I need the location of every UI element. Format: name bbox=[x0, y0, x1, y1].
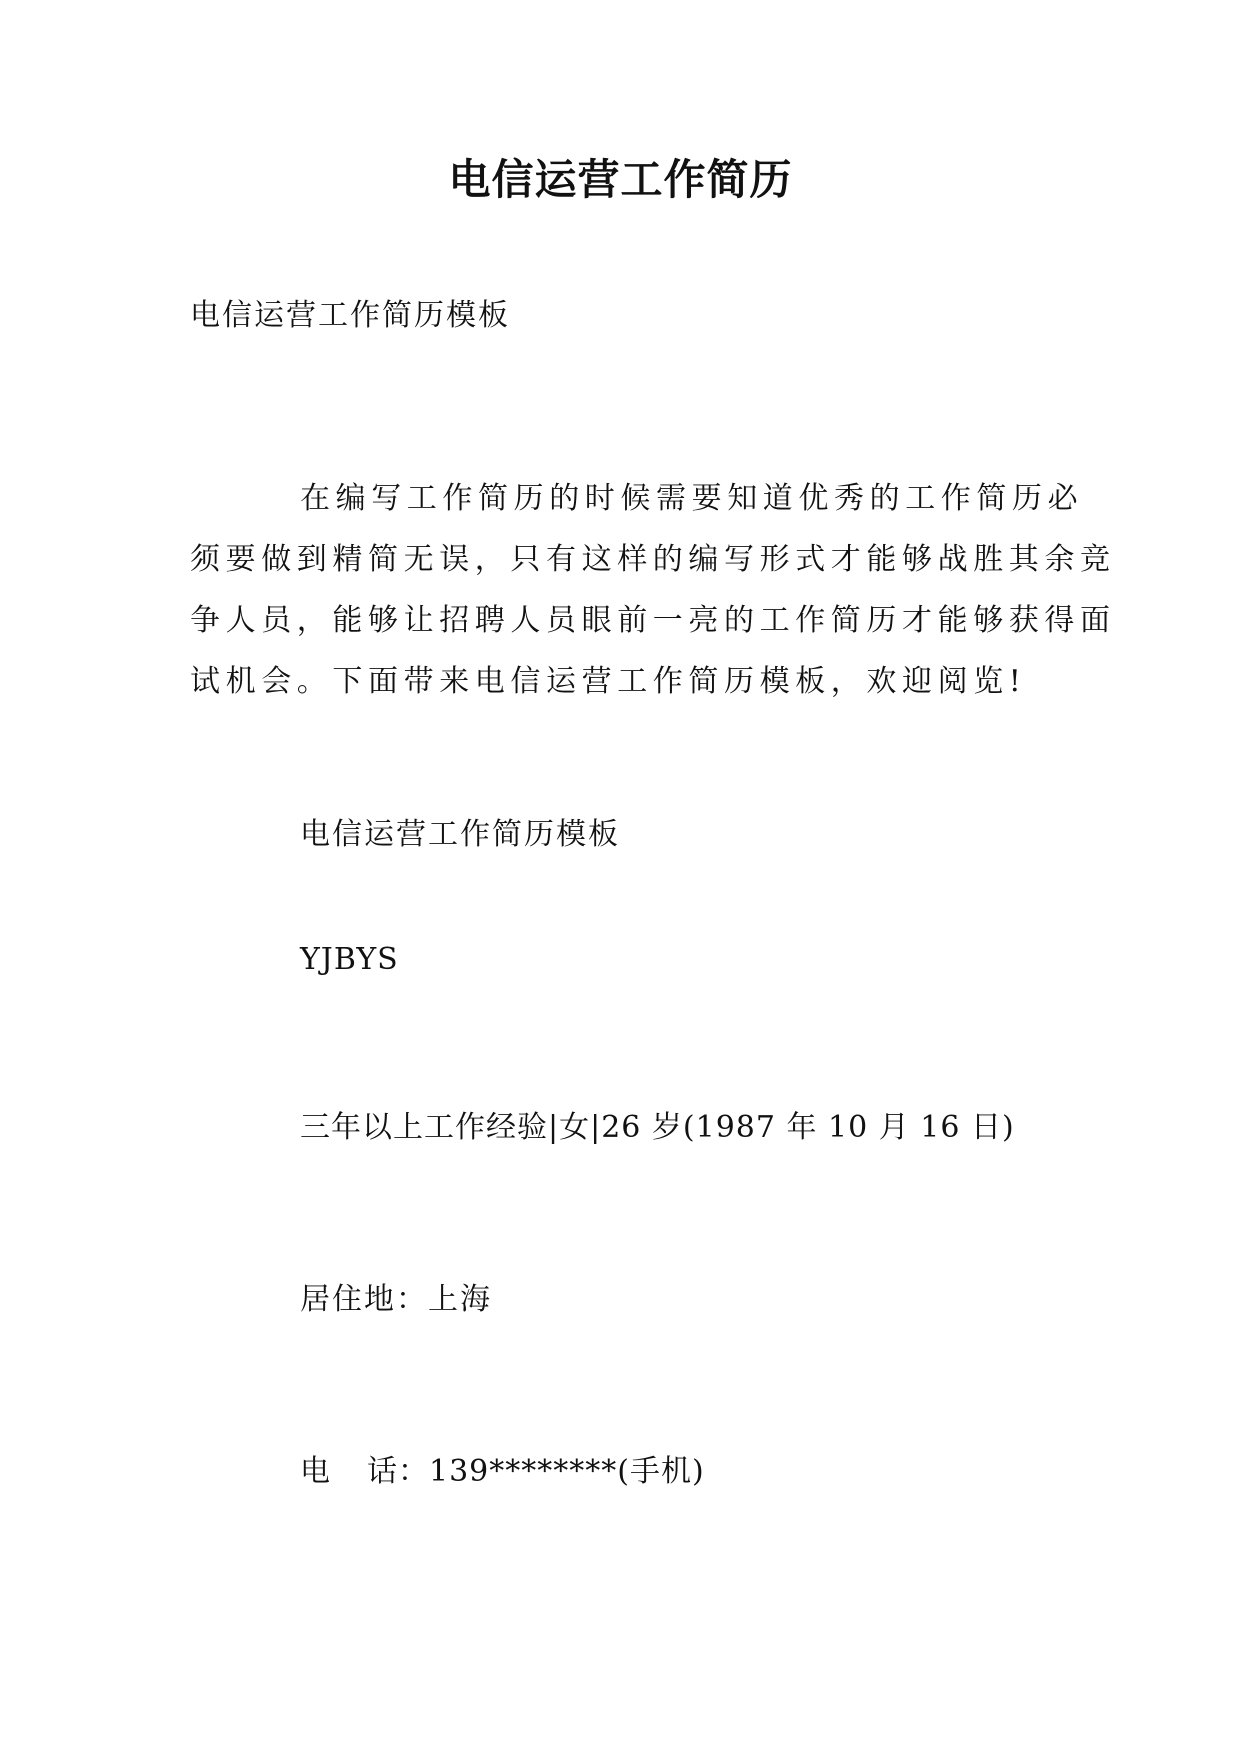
document-subtitle: 电信运营工作简历模板 bbox=[190, 298, 510, 333]
phone-label-second: 话： bbox=[367, 1454, 429, 1489]
phone-label-first: 电 bbox=[300, 1454, 331, 1489]
template-name: 电信运营工作简历模板 bbox=[300, 817, 620, 852]
intro-paragraph bbox=[190, 468, 1116, 712]
residence-info: 居住地：上海 bbox=[300, 1282, 492, 1317]
document-title: 电信运营工作简历 bbox=[448, 155, 793, 204]
intro-line: 争人员，能够让招聘人员眼前一亮的工作简历才能够获得面 bbox=[190, 603, 1116, 638]
phone-info bbox=[300, 1452, 705, 1492]
profile-summary: 三年以上工作经验|女|26 岁(1987 年 10 月 16 日) bbox=[300, 1110, 1015, 1145]
candidate-code: YJBYS bbox=[300, 942, 399, 977]
phone-value: 139********(手机) bbox=[429, 1454, 705, 1489]
intro-line: 在编写工作简历的时候需要知道优秀的工作简历必 bbox=[300, 481, 1084, 516]
intro-line: 须要做到精简无误，只有这样的编写形式才能够战胜其余竞 bbox=[190, 542, 1116, 577]
intro-line: 试机会。下面带来电信运营工作简历模板，欢迎阅览! bbox=[190, 664, 1027, 699]
